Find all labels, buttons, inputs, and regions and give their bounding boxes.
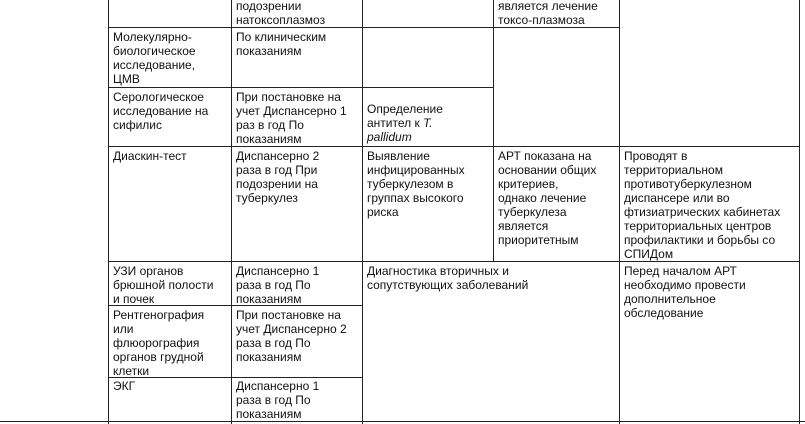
table-bottom-border	[0, 421, 805, 422]
row-divider-4	[108, 261, 799, 262]
table-right-border	[799, 0, 800, 424]
top-row-criteria-cell: подозрении натоксоплазмоз	[236, 0, 326, 27]
art-note-diaskin: АРТ показана на основании общих критериев, однако лечение туберкулеза является приоритетным	[498, 149, 597, 247]
remark-before-art: Перед началом АРТ необходимо провести дополнительное обследование	[624, 264, 746, 320]
frequency-pcr: По клиническим показаниям	[236, 30, 327, 58]
test-name-xray: Рентгенография или флюорография органов грудной клетки	[113, 308, 205, 378]
frequency-ultrasound: Диспансерно 1 раза в год По показаниям	[236, 264, 320, 306]
frequency-ecg: Диспансерно 1 раза в год По показаниям	[236, 379, 320, 421]
remark-diaskin: Проводят в территориальном противотуберкулезном диспансере или во фтизиатрических кабинетах территориальных центров профилактики и борьбы со СПИДом	[624, 149, 781, 261]
purpose-secondary-diagnostics: Диагностика вторичных и сопутствующих заболеваний	[367, 264, 529, 292]
test-name-syphilis: Серологическое исследование на сифилис	[113, 90, 209, 132]
test-name-pcr: Молекулярно- биологическое исследование, ЦМВ	[113, 30, 196, 86]
column-divider-2	[362, 0, 363, 424]
frequency-xray: При постановке на учет Диспансерно 2 раза в год По показаниям	[236, 308, 347, 364]
test-name-ecg: ЭКГ	[113, 379, 136, 393]
test-name-diaskin: Диаскин-тест	[113, 149, 187, 163]
table-left-border	[108, 0, 109, 424]
frequency-diaskin: Диспансерно 2 раза в год При подозрении на туберкулез	[236, 149, 320, 205]
column-divider-4	[619, 0, 620, 424]
row-divider-3	[108, 146, 799, 147]
column-divider-1	[231, 0, 232, 424]
purpose-syphilis	[367, 102, 443, 144]
purpose-syphilis-text: Определение антител к	[367, 102, 443, 130]
purpose-diaskin: Выявление инфицированных туберкулезом в группах высокого риска	[367, 149, 465, 219]
row-divider-2	[108, 87, 493, 88]
top-row-art-cell: является лечение токсо-плазмоза	[498, 0, 598, 27]
column-divider-3	[493, 0, 494, 261]
test-name-ultrasound: УЗИ органов брюшной полости и почек	[113, 264, 214, 306]
frequency-syphilis: При постановке на учет Диспансерно 1 раз в год По показаниям	[236, 90, 347, 146]
pathogen-name: T. pallidum	[367, 116, 433, 144]
row-divider-1	[108, 27, 619, 28]
